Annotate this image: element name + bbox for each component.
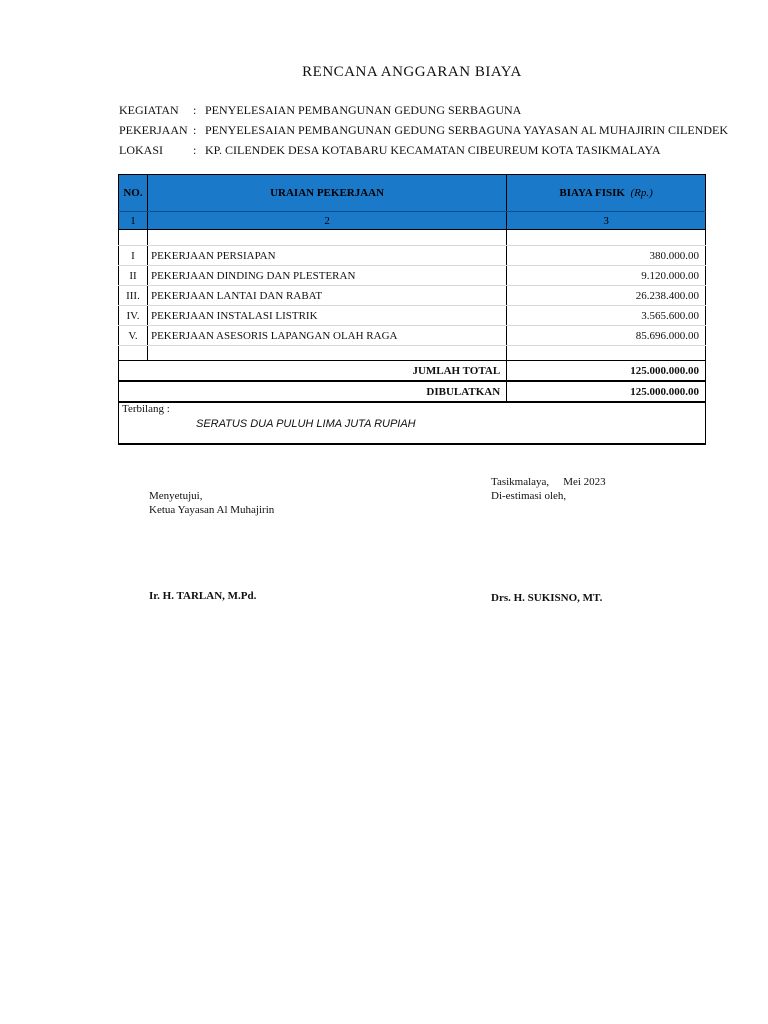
row-no: V. — [119, 326, 148, 346]
rounded-label: DIBULATKAN — [119, 381, 507, 402]
row-cost: 26.238.400.00 — [507, 286, 706, 306]
approver-role: Ketua Yayasan Al Muhajirin — [149, 504, 275, 516]
row-cost: 380.000.00 — [507, 246, 706, 266]
row-no: III. — [119, 286, 148, 306]
place-date — [491, 475, 606, 489]
rounded-row — [119, 381, 706, 402]
col-number: 2 — [147, 212, 506, 230]
row-desc: PEKERJAAN INSTALASI LISTRIK — [147, 306, 506, 326]
col-number: 3 — [507, 212, 706, 230]
row-no: IV. — [119, 306, 148, 326]
meta-value: KP. CILENDEK DESA KOTABARU KECAMATAN CIBEUREUM KOTA TASIKMALAYA — [205, 143, 661, 157]
meta-value: PENYELESAIAN PEMBANGUNAN GEDUNG SERBAGUNA YAYASAN AL MUHAJIRIN CILENDEK — [205, 123, 729, 137]
signature-estimator-block — [491, 475, 606, 503]
table-row — [119, 266, 706, 286]
column-number-row — [119, 212, 706, 230]
table-row — [119, 326, 706, 346]
meta-row-lokasi — [119, 143, 728, 163]
terbilang-label: Terbilang : — [122, 403, 170, 415]
col-number: 1 — [119, 212, 148, 230]
meta-row-kegiatan — [119, 103, 728, 123]
date: Mei 2023 — [563, 476, 606, 488]
signature-approver-block — [149, 489, 274, 517]
header-desc: URAIAN PEKERJAAN — [147, 175, 506, 212]
header-no: NO. — [119, 175, 148, 212]
table-row — [119, 286, 706, 306]
row-cost: 9.120.000.00 — [507, 266, 706, 286]
row-cost: 3.565.600.00 — [507, 306, 706, 326]
header-cost — [507, 175, 706, 212]
rounded-value: 125.000.000.00 — [507, 381, 706, 402]
row-no: I — [119, 246, 148, 266]
meta-label: KEGIATAN — [119, 103, 179, 117]
table-spacer-row — [119, 230, 706, 246]
table-header-row — [119, 175, 706, 212]
header-cost-unit: (Rp.) — [630, 187, 653, 199]
meta-colon: : — [193, 143, 197, 157]
meta-colon: : — [193, 103, 197, 117]
approval-line: Menyetujui, — [149, 490, 203, 502]
meta-colon: : — [193, 123, 197, 137]
project-info — [119, 103, 728, 163]
row-desc: PEKERJAAN LANTAI DAN RABAT — [147, 286, 506, 306]
table-row — [119, 306, 706, 326]
budget-table — [118, 174, 706, 445]
meta-label: PEKERJAAN — [119, 123, 188, 137]
terbilang-cell — [119, 402, 706, 444]
meta-label: LOKASI — [119, 143, 163, 157]
page-title: RENCANA ANGGARAN BIAYA — [302, 64, 522, 80]
estimator-role: Di-estimasi oleh, — [491, 490, 567, 502]
row-desc: PEKERJAAN DINDING DAN PLESTERAN — [147, 266, 506, 286]
table-row — [119, 246, 706, 266]
terbilang-row — [119, 402, 706, 444]
total-label: JUMLAH TOTAL — [119, 361, 507, 382]
place: Tasikmalaya, — [491, 476, 550, 488]
estimator-name: Drs. H. SUKISNO, MT. — [491, 592, 603, 604]
row-desc: PEKERJAAN ASESORIS LAPANGAN OLAH RAGA — [147, 326, 506, 346]
total-value: 125.000.000.00 — [507, 361, 706, 382]
table-spacer-row — [119, 346, 706, 361]
meta-row-pekerjaan — [119, 123, 728, 143]
row-desc: PEKERJAAN PERSIAPAN — [147, 246, 506, 266]
header-cost-label: BIAYA FISIK — [559, 187, 625, 199]
approver-name: Ir. H. TARLAN, M.Pd. — [149, 590, 257, 602]
row-no: II — [119, 266, 148, 286]
total-row — [119, 361, 706, 382]
row-cost: 85.696.000.00 — [507, 326, 706, 346]
meta-value: PENYELESAIAN PEMBANGUNAN GEDUNG SERBAGUNA — [205, 103, 522, 117]
terbilang-text: SERATUS DUA PULUH LIMA JUTA RUPIAH — [196, 418, 416, 430]
